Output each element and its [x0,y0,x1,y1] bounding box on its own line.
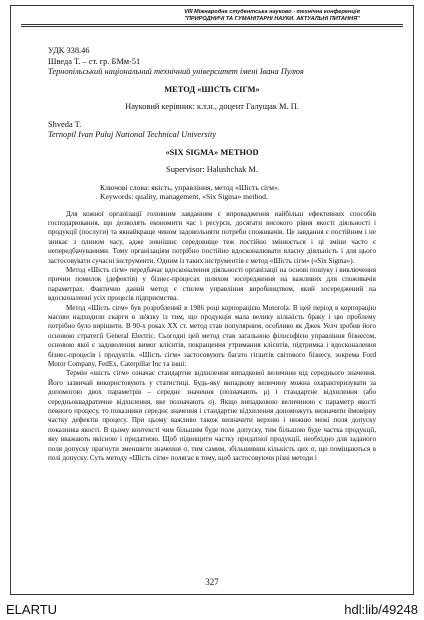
supervisor-ua: Науковий керівник: к.т.н., доцент Галущак М. П. [125,102,299,111]
paragraph: Метод «Шість сігм» був розроблений в 1986 році корпорацією Motorola. В цей період в корпорацію масово надходили скарги в зв'язку із тим, що продукція мала велику кількість браку і цю проблему потрібно було вирішити. В 90-х роках XX ст. метод став популярним, особливо як Джек Уелч зробив його основою стратегії General Electric. Сьогодні цей метод став загальною філософією управління бізнесом, основою якої є задоволення вимог клієнтів, покращення утримання клієнтів, підтримка і вдосконалення бізнес-процесів і продуктів. «Шість сігм» застосовують багато гігантів світового бізнесу, зокрема Ford Motor Company, FedEx, Caterpillar Inc та інші. [48,303,376,368]
institution-ua: Тернопільський національний технічний університет імені Івана Пулюя [48,67,304,76]
author-en: Shveda T. [48,119,82,129]
page-number: 327 [205,577,219,587]
repository-name: ELARTU [6,602,58,617]
title-en: «SIX SIGMA» METHOD [165,147,259,157]
conference-line-1: VIII Міжнародна студентська науково - технічна конференція [184,9,360,15]
header-rule [21,24,403,27]
conference-line-2: "ПРИРОДНИЧІ ТА ГУМАНІТАРНІ НАУКИ. АКТУАЛЬНІ ПИТАННЯ" [184,15,360,22]
body-text [48,210,376,464]
article-content [48,46,376,463]
conference-header [11,6,413,22]
title-ua: МЕТОД «ШІСТЬ СІГМ» [164,84,260,94]
handle-id: hdl:lib/49248 [344,602,418,617]
institution-en: Ternopil Ivan Puluj National Technical University [48,130,217,139]
keywords-ua: Ключові слова: якість, управління, метод «Шість сігм». [100,182,280,192]
udc-code: УДК 338.46 [48,46,90,55]
supervisor-en: Supervisor: Halushchak M. [166,165,258,174]
paragraph: Термін «шість сігм» означає стандартне відхилення випадкової величини від середнього значення. Його зазвичай використовують у статистиці. Будь-яку випадкову величину можна охарактеризувати за допомогою двох параметрів – середнє значення (позначають μ) і стандартне відхилення (або середньоквадратичне відхилення, яке позначають σ). Якщо випадковою величиною є параметр якості певного процесу, то показники середнє значення і стандартне відхилення допоможуть визначити ймовірну частку дефектів процесу. При цьому важливо також визначити верхню і нижню межі поля допуску показника якості. В цьому контексті чим більшим буде поле допуску, тим більшою буде частка продукції, яку вважають якісною і придатною. Щоб підвищити частку придатної продукції, необхідно для заданого поля допуску прагнути зменшити значення σ, тим самим, збільшивши кількість цих σ, що поміщаються в полі допуску. Суть методу «Шість сігм» полягає в тому, щоб застосовуючи різні методи і [48,369,376,463]
keywords-en: Keywords: quality, management, «Six Sigma» method. [100,192,268,201]
paragraph: Для кожної організації головним завданням є впровадження найбільш ефективних способів господарювання, що дозволять економити час і ресурси, досягати високого рівня якості діяльності і продукції (послуги) та якнайкраще чином задовольняти потреби споживачів. Це завдання є постійним і не зникає з плином часу, адже зовнішнє середовище теж постійно змінюється і ці зміни часто є непередбачуваними. Тому організаціям потрібно постійно вдосконалювати власну діяльність і для цього застосовувати сучасні інструменти. Одним із таких інструментів є метод «Шість сігм» («Six Sigma»). [48,209,376,265]
paper-page [10,5,414,595]
repository-footer [0,598,424,620]
author-ua: Шведа Т. – ст. гр. БМм-51 [48,56,141,66]
paragraph: Метод «Шість сігм» передбачає вдосконалення діяльності організації на основі пошуку і виключення причин помилок (дефектів) у бізнес-процесах шляхом зосередження на важливих для споживачів параметрах. Фактично даний метод є стилем управління виробництвом, який зосереджений на вдосконаленні усіх процесів підприємства. [48,265,376,303]
